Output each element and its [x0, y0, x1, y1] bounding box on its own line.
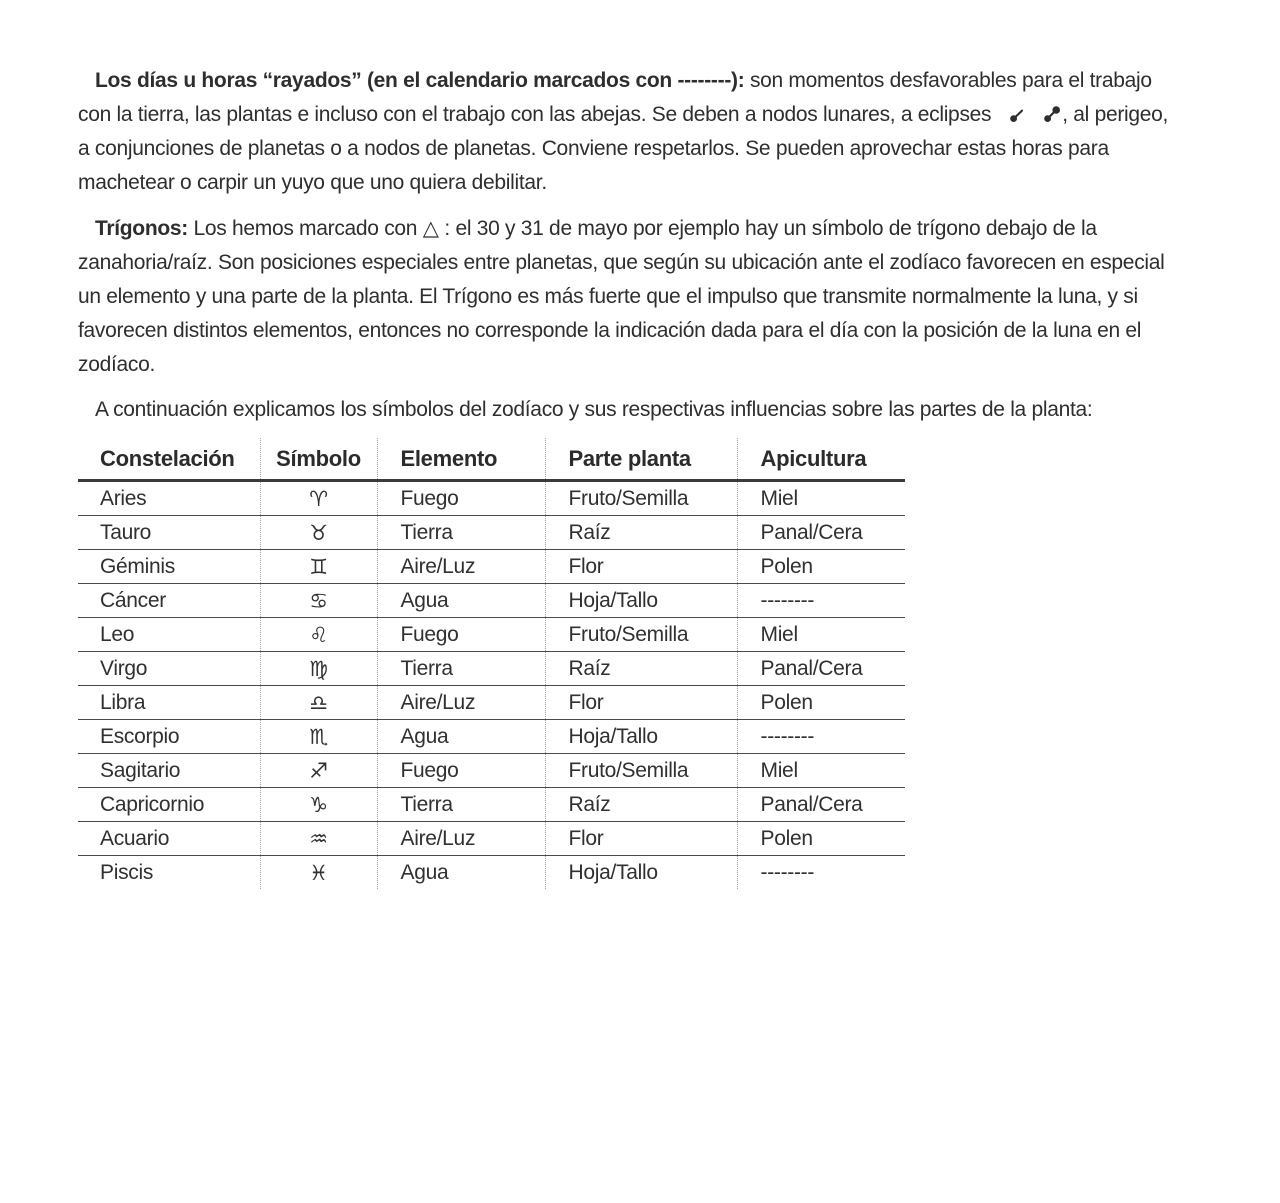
paragraph-text-segment: A continuación explicamos los símbolos del zodíaco y sus respectivas influencias sobre las partes de la planta:	[95, 398, 1093, 421]
paragraph-dias-rayados	[78, 64, 1184, 200]
constellation-cell: Sagitario	[78, 754, 260, 788]
table-row-capricornio	[78, 788, 905, 822]
constellation-cell: Capricornio	[78, 788, 260, 822]
plant-part-cell: Hoja/Tallo	[545, 856, 737, 890]
geminis-icon: ♊	[260, 550, 377, 584]
constellation-cell: Piscis	[78, 856, 260, 890]
table-row-sagitario	[78, 754, 905, 788]
element-cell: Fuego	[377, 618, 545, 652]
col-header-parte-planta: Parte planta	[545, 438, 737, 481]
paragraph-trigonos	[78, 211, 1184, 382]
constellation-cell: Escorpio	[78, 720, 260, 754]
element-cell: Aire/Luz	[377, 822, 545, 856]
leo-icon: ♌	[260, 618, 377, 652]
constellation-cell: Leo	[78, 618, 260, 652]
constellation-cell: Libra	[78, 686, 260, 720]
element-cell: Fuego	[377, 481, 545, 516]
constellation-cell: Aries	[100, 486, 147, 510]
table-body	[78, 481, 905, 890]
constellation-cell: Cáncer	[78, 584, 260, 618]
paragraph-text-segment: Los hemos marcado con	[187, 217, 423, 240]
table-row-piscis	[78, 856, 905, 890]
escorpio-icon: ♏	[260, 720, 377, 754]
plant-part-cell: Hoja/Tallo	[545, 720, 737, 754]
zodiac-influence-table	[78, 438, 905, 889]
apiculture-cell: Panal/Cera	[737, 652, 905, 686]
apiculture-cell: Polen	[737, 686, 905, 720]
virgo-icon: ♍	[260, 652, 377, 686]
eclipse-two-dots-icon	[1026, 106, 1061, 123]
table-row-escorpio	[78, 720, 905, 754]
element-cell: Agua	[377, 720, 545, 754]
plant-part-cell: Flor	[545, 822, 737, 856]
trigon-triangle-icon: △	[422, 216, 439, 240]
tauro-icon: ♉	[260, 516, 377, 550]
libra-icon: ♎	[260, 686, 377, 720]
acuario-icon: ♒	[260, 822, 377, 856]
sagitario-icon: ♐	[260, 754, 377, 788]
paragraph-text-segment: Trígonos:	[95, 217, 188, 240]
plant-part-cell: Flor	[545, 550, 737, 584]
apiculture-cell: Miel	[737, 481, 905, 516]
table-row-leo	[78, 618, 905, 652]
paragraph-text-segment: Los días u horas “rayados” (en el calendario marcados con --------):	[95, 69, 745, 92]
element-cell: Aire/Luz	[377, 686, 545, 720]
element-cell: Tierra	[377, 516, 545, 550]
plant-part-cell: Hoja/Tallo	[545, 584, 737, 618]
apiculture-cell: Polen	[737, 822, 905, 856]
element-cell: Aire/Luz	[377, 550, 545, 584]
table-row-aries	[78, 481, 905, 516]
table-row-tauro	[78, 516, 905, 550]
paragraph-text-segment: : el 30 y 31 de mayo por ejemplo hay un símbolo de trígono debajo de la zanahoria/raíz. Son posiciones especiales entre planetas, que según su ubicación ante el zodíaco favorecen en especial un elemento y una parte de la planta. El Trígono es más fuerte que el impulso que transmite normalmente la luna, y si favorecen distintos elementos, entonces no corresponde la indicación dada para el día con la posición de la luna en el zodíaco.	[78, 217, 1165, 376]
table-header-row	[78, 438, 905, 481]
element-cell: Agua	[377, 856, 545, 890]
element-cell: Tierra	[377, 652, 545, 686]
cancer-icon: ♋	[260, 584, 377, 618]
paragraphs-block	[78, 64, 1184, 427]
table-row-acuario	[78, 822, 905, 856]
apiculture-cell: Panal/Cera	[737, 788, 905, 822]
element-cell: Agua	[377, 584, 545, 618]
piscis-icon: ♓	[260, 856, 377, 890]
apiculture-cell: --------	[737, 720, 905, 754]
table-row-géminis	[78, 550, 905, 584]
constellation-cell: Acuario	[78, 822, 260, 856]
apiculture-cell: --------	[737, 584, 905, 618]
plant-part-cell: Fruto/Semilla	[545, 754, 737, 788]
paragraph-intro-tabla	[78, 393, 1184, 427]
document-page	[78, 64, 1184, 889]
apiculture-cell: Panal/Cera	[737, 516, 905, 550]
element-cell: Fuego	[377, 754, 545, 788]
apiculture-cell: Polen	[737, 550, 905, 584]
constellation-cell: Tauro	[78, 516, 260, 550]
col-header-apicultura: Apicultura	[737, 438, 905, 481]
col-header-constelacion: Constelación	[78, 438, 260, 481]
capricornio-icon: ♑	[260, 788, 377, 822]
apiculture-cell: Miel	[737, 754, 905, 788]
constellation-cell: Géminis	[78, 550, 260, 584]
table-row-virgo	[78, 652, 905, 686]
plant-part-cell: Fruto/Semilla	[545, 618, 737, 652]
eclipse-dot-tick-icon	[992, 106, 1024, 123]
plant-part-cell: Raíz	[545, 652, 737, 686]
table-row-libra	[78, 686, 905, 720]
plant-part-cell: Fruto/Semilla	[545, 481, 737, 516]
col-header-simbolo: Símbolo	[260, 438, 377, 481]
constellation-cell: Virgo	[78, 652, 260, 686]
paragraph-text-segment: , al perigeo, a conjunciones de planetas o a nodos de planetas. Conviene respetarlos. Se pueden aprovechar estas horas para machetear o carpir un yuyo que uno quiera debilitar.	[78, 103, 1169, 194]
col-header-elemento: Elemento	[377, 438, 545, 481]
element-cell: Tierra	[377, 788, 545, 822]
plant-part-cell: Raíz	[545, 516, 737, 550]
plant-part-cell: Flor	[545, 686, 737, 720]
table-row-cáncer	[78, 584, 905, 618]
plant-part-cell: Raíz	[545, 788, 737, 822]
aries-icon: ♈	[260, 481, 377, 516]
apiculture-cell: --------	[737, 856, 905, 890]
apiculture-cell: Miel	[737, 618, 905, 652]
paragraph-text-segment: son momentos desfavorables para el trabajo con la tierra, las plantas e incluso con el trabajo con las abejas. Se deben a nodos lunares, a eclipses	[78, 69, 1152, 126]
